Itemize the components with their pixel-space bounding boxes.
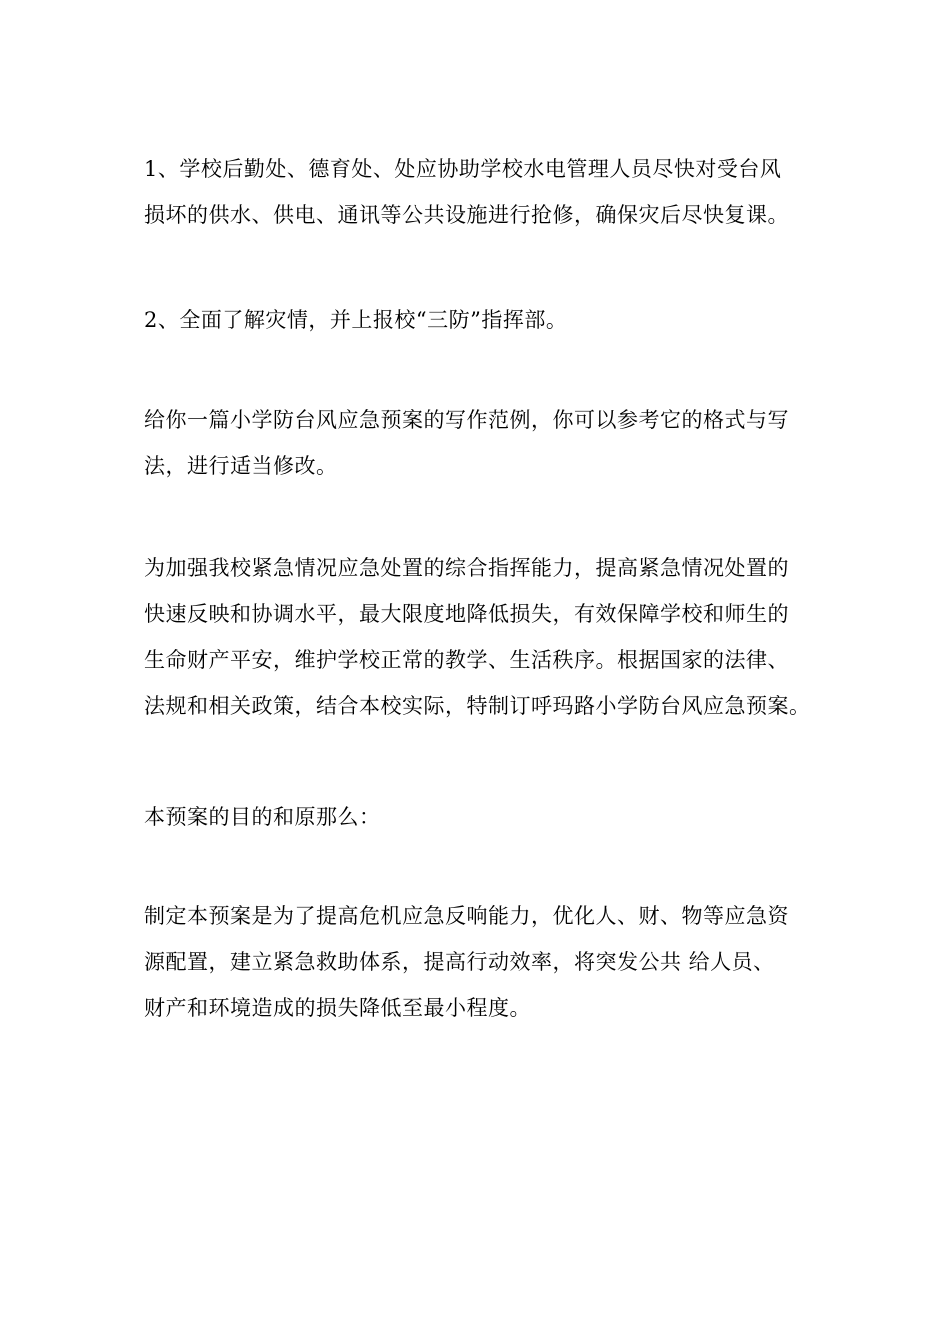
text-line: 法，进行适当修改。: [144, 454, 338, 478]
text-line: 为加强我校紧急情况应急处置的综合指挥能力，提高紧急情况处置的: [144, 556, 789, 580]
text-line: 损坏的供水、供电、通讯等公共设施进行抢修，确保灾后尽快复课。: [144, 203, 789, 227]
text-line: 法规和相关政策，结合本校实际，特制订呼玛路小学防台风应急预案。: [144, 694, 811, 718]
text-line: 1、学校后勤处、德育处、处应协助学校水电管理人员尽快对受台风: [144, 157, 782, 181]
text-line: 制定本预案是为了提高危机应急反响能力，优化人、财、物等应急资: [144, 904, 789, 928]
text-line: 财产和环境造成的损失降低至最小程度。: [144, 996, 531, 1020]
text-line: 本预案的目的和原那么：: [144, 805, 381, 829]
section-heading-purpose: [144, 794, 824, 840]
paragraph-purpose: [144, 893, 824, 1031]
text-line: 给你一篇小学防台风应急预案的写作范例，你可以参考它的格式与写: [144, 408, 789, 432]
paragraph-repair-facilities: [144, 146, 824, 238]
text-line: 2、全面了解灾情，并上报校“三防”指挥部。: [144, 308, 568, 332]
paragraph-introduction: [144, 545, 824, 729]
paragraph-sample-note: [144, 397, 824, 489]
paragraph-report-disaster: [144, 297, 824, 343]
text-line: 生命财产平安，维护学校正常的教学、生活秩序。根据国家的法律、: [144, 648, 789, 672]
text-line: 源配置，建立紧急救助体系，提高行动效率，将突发公共 给人员、: [144, 950, 775, 974]
text-line: 快速反映和协调水平，最大限度地降低损失，有效保障学校和师生的: [144, 602, 789, 626]
